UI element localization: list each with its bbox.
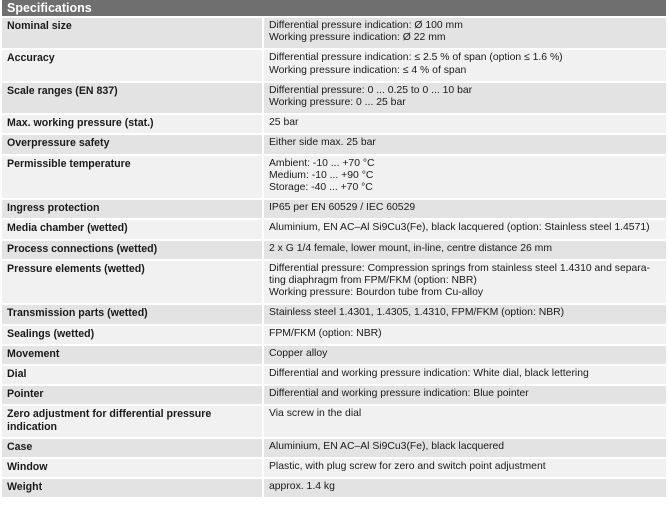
spec-label: Nominal size (2, 18, 262, 50)
spec-value-line: Aluminium, EN AC–Al Si9Cu3(Fe), black lacquered (option: Stainless steel 1.4571) (269, 222, 650, 234)
spec-value-line: Working pressure indication: Ø 22 mm (269, 32, 446, 44)
spec-label: Movement (2, 346, 262, 366)
specifications-table-body (2, 18, 666, 499)
spec-label: Scale ranges (EN 837) (2, 83, 262, 115)
spec-value (262, 346, 666, 366)
spec-value (262, 439, 666, 459)
spec-value (262, 135, 666, 155)
spec-value-line: Stainless steel 1.4301, 1.4305, 1.4310, FPM/FKM (option: NBR) (269, 307, 565, 319)
spec-value (262, 115, 666, 135)
spec-value-line: Working pressure indication: ≤ 4 % of span (269, 64, 467, 76)
spec-row (2, 386, 666, 406)
spec-label: Process connections (wetted) (2, 241, 262, 261)
spec-value-line: Copper alloy (269, 347, 328, 359)
spec-row (2, 346, 666, 366)
spec-row (2, 261, 666, 306)
spec-label: Zero adjustment for differential pressure indication (2, 406, 262, 438)
spec-value-line: Via screw in the dial (269, 408, 362, 420)
spec-label: Pressure elements (wetted) (2, 261, 262, 306)
spec-value (262, 83, 666, 115)
spec-label: Accuracy (2, 50, 262, 82)
spec-row (2, 459, 666, 479)
specifications-sheet (2, 0, 666, 499)
spec-row (2, 50, 666, 82)
spec-row (2, 241, 666, 261)
spec-row (2, 83, 666, 115)
spec-value-line: Working pressure: 0 ... 25 bar (269, 97, 406, 109)
spec-value (262, 156, 666, 201)
spec-label: Weight (2, 479, 262, 499)
spec-value (262, 241, 666, 261)
spec-label: Max. working pressure (stat.) (2, 115, 262, 135)
spec-value-line: Differential pressure: 0 ... 0.25 to 0 ... 10 bar (269, 84, 473, 96)
spec-label: Overpressure safety (2, 135, 262, 155)
specifications-table (2, 18, 666, 499)
spec-value-line: approx. 1.4 kg (269, 481, 335, 493)
spec-row (2, 439, 666, 459)
spec-value-line: Either side max. 25 bar (269, 137, 376, 149)
spec-row (2, 479, 666, 499)
spec-row (2, 366, 666, 386)
spec-row (2, 220, 666, 240)
spec-row (2, 326, 666, 346)
spec-value (262, 366, 666, 386)
spec-value-line: Ambient: -10 ... +70 °C (269, 157, 375, 169)
spec-value-line: Differential pressure indication: ≤ 2.5 % of span (option ≤ 1.6 %) (269, 52, 563, 64)
spec-label: Permissible temperature (2, 156, 262, 201)
spec-row (2, 305, 666, 325)
spec-value (262, 220, 666, 240)
spec-row (2, 135, 666, 155)
spec-value (262, 200, 666, 220)
spec-value (262, 479, 666, 499)
spec-value-line: Medium: -10 ... +90 °C (269, 169, 374, 181)
spec-label: Window (2, 459, 262, 479)
spec-label: Sealings (wetted) (2, 326, 262, 346)
spec-label: Ingress protection (2, 200, 262, 220)
spec-row (2, 115, 666, 135)
spec-value (262, 305, 666, 325)
spec-value-line: 25 bar (269, 117, 299, 129)
spec-value (262, 386, 666, 406)
spec-label: Transmission parts (wetted) (2, 305, 262, 325)
specifications-title: Specifications (2, 0, 666, 16)
spec-value (262, 459, 666, 479)
spec-label: Media chamber (wetted) (2, 220, 262, 240)
spec-value-line: Plastic, with plug screw for zero and switch point adjustment (269, 461, 546, 473)
spec-value-line: Storage: -40 ... +70 °C (269, 182, 373, 194)
spec-value (262, 261, 666, 306)
spec-value-line: Differential and working pressure indication: White dial, black lettering (269, 368, 589, 380)
spec-value-line: Differential pressure: Compression springs from stainless steel 1.4310 and separa- (269, 262, 650, 274)
spec-row (2, 200, 666, 220)
spec-row (2, 406, 666, 438)
spec-value-line: Differential and working pressure indication: Blue pointer (269, 388, 529, 400)
spec-value-line: Differential pressure indication: Ø 100 mm (269, 20, 463, 31)
spec-value (262, 18, 666, 50)
spec-row (2, 18, 666, 50)
spec-label: Case (2, 439, 262, 459)
spec-value-line: Working pressure: Bourdon tube from Cu-alloy (269, 287, 484, 299)
spec-value-line: 2 x G 1/4 female, lower mount, in-line, centre distance 26 mm (269, 242, 552, 254)
spec-value (262, 326, 666, 346)
spec-label: Pointer (2, 386, 262, 406)
spec-value-line: Aluminium, EN AC–Al Si9Cu3(Fe), black lacquered (269, 440, 505, 452)
spec-value-line: IP65 per EN 60529 / IEC 60529 (269, 202, 416, 214)
spec-value-line: FPM/FKM (option: NBR) (269, 327, 382, 339)
spec-value (262, 406, 666, 438)
spec-value (262, 50, 666, 82)
spec-label: Dial (2, 366, 262, 386)
spec-value-line: ting diaphragm from FPM/FKM (option: NBR) (269, 275, 477, 287)
spec-row (2, 156, 666, 201)
